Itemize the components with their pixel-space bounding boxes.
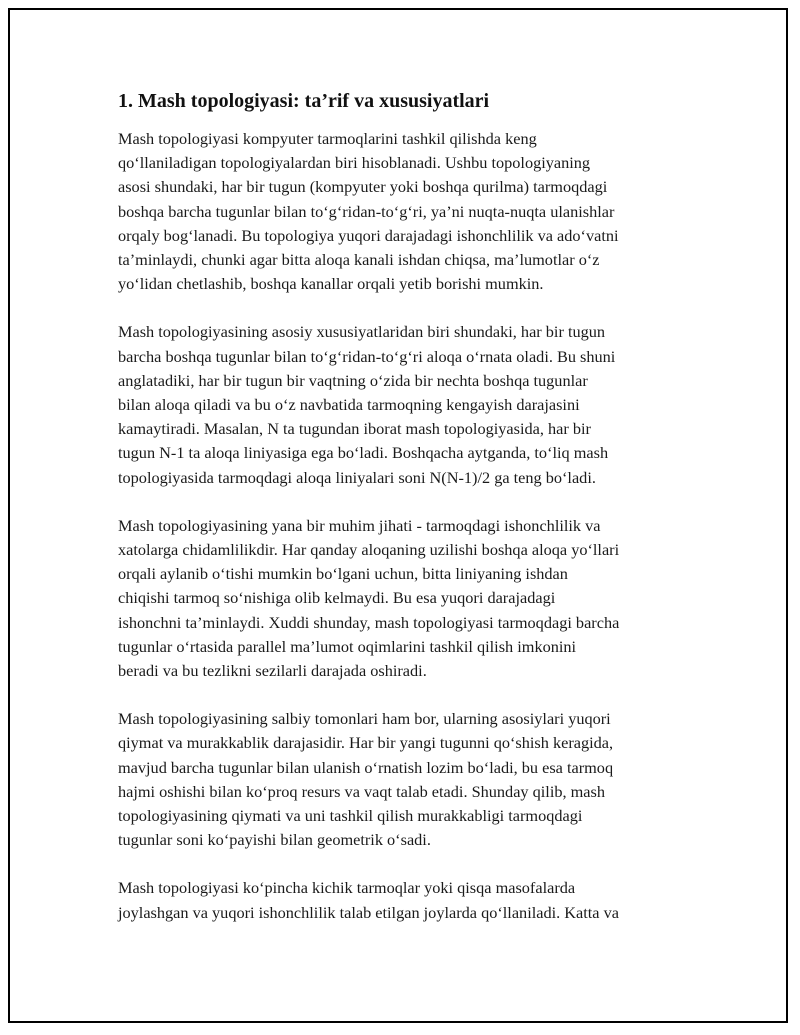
text-line: Mash topologiyasining salbiy tomonlari ham bor, ularning asosiylari yuqori <box>118 709 611 729</box>
text-line: topologiyasida tarmoqdagi aloqa liniyalari soni N(N-1)/2 ga teng bo‘ladi. <box>118 467 596 487</box>
paragraph-reliability <box>118 514 703 683</box>
paragraph-definition <box>118 127 703 296</box>
text-line: orqali aylanib o‘tishi mumkin bo‘lgani uchun, bitta liniyaning ishdan <box>118 564 568 584</box>
text-line: Mash topologiyasining asosiy xususiyatlaridan biri shundaki, har bir tugun <box>118 322 606 342</box>
text-line: orqaly bog‘lanadi. Bu topologiya yuqori darajadagi ishonchlilik va ado‘vatni <box>118 225 619 245</box>
text-line: ishonchni ta’minlaydi. Xuddi shunday, mash topologiyasi tarmoqdagi barcha <box>118 612 620 632</box>
text-line: qo‘llaniladigan topologiyalardan biri hisoblanadi. Ushbu topologiyaning <box>118 153 591 173</box>
text-line: beradi va bu tezlikni sezilarli darajada oshiradi. <box>118 661 427 681</box>
paragraph-usage <box>118 876 703 924</box>
text-line: tugun N-1 ta aloqa liniyasiga ega bo‘ladi. Boshqacha aytganda, to‘liq mash <box>118 443 609 463</box>
text-line: barcha boshqa tugunlar bilan to‘g‘ridan-to‘g‘ri aloqa o‘rnata oladi. Bu shuni <box>118 346 616 366</box>
paragraph-main-features <box>118 320 703 489</box>
text-line: xatolarga chidamlilikdir. Har qanday aloqaning uzilishi boshqa aloqa yo‘llari <box>118 540 620 560</box>
text-line: joylashgan va yuqori ishonchlilik talab etilgan joylarda qo‘llaniladi. Katta va <box>118 902 619 922</box>
text-line: Mash topologiyasi kompyuter tarmoqlarini tashkil qilishda keng <box>118 129 537 148</box>
text-line: tugunlar soni ko‘payishi bilan geometrik o‘sadi. <box>118 830 431 850</box>
text-line: asosi shundaki, har bir tugun (kompyuter yoki boshqa qurilma) tarmoqdagi <box>118 177 608 197</box>
text-line: bilan aloqa qiladi va bu o‘z navbatida tarmoqning kengayish darajasini <box>118 395 580 415</box>
document-body <box>118 88 703 949</box>
text-line: Mash topologiyasining yana bir muhim jihati - tarmoqdagi ishonchlilik va <box>118 515 601 535</box>
text-line: chiqishi tarmoq so‘nishiga olib kelmaydi. Bu esa yuqori darajadagi <box>118 588 556 608</box>
paragraph-drawbacks <box>118 707 703 852</box>
text-line: anglatadiki, har bir tugun bir vaqtning o‘zida bir nechta boshqa tugunlar <box>118 370 588 390</box>
text-line: boshqa barcha tugunlar bilan to‘g‘ridan-to‘g‘ri, ya’ni nuqta-nuqta ulanishlar <box>118 201 615 221</box>
text-line: ta’minlaydi, chunki agar bitta aloqa kanali ishdan chiqsa, ma’lumotlar o‘z <box>118 250 600 270</box>
text-line: yo‘lidan chetlashib, boshqa kanallar orqali yetib borishi mumkin. <box>118 274 544 294</box>
text-line: kamaytiradi. Masalan, N ta tugundan iborat mash topologiyasida, har bir <box>118 419 591 439</box>
text-line: topologiyasining qiymati va uni tashkil qilish murakkabligi tarmoqdagi <box>118 806 583 826</box>
text-line: qiymat va murakkablik darajasidir. Har bir yangi tugunni qo‘shish keragida, <box>118 733 614 753</box>
text-line: hajmi oshishi bilan ko‘proq resurs va vaqt talab etadi. Shunday qilib, mash <box>118 781 605 801</box>
text-line: mavjud barcha tugunlar bilan ulanish o‘rnatish lozim bo‘ladi, bu esa tarmoq <box>118 757 614 777</box>
section-heading: 1. Mash topologiyasi: ta’rif va xususiyatlari <box>118 90 490 112</box>
text-line: Mash topologiyasi ko‘pincha kichik tarmoqlar yoki qisqa masofalarda <box>118 878 576 898</box>
text-line: tugunlar o‘rtasida parallel ma’lumot oqimlarini tashkil qilish imkonini <box>118 636 577 656</box>
